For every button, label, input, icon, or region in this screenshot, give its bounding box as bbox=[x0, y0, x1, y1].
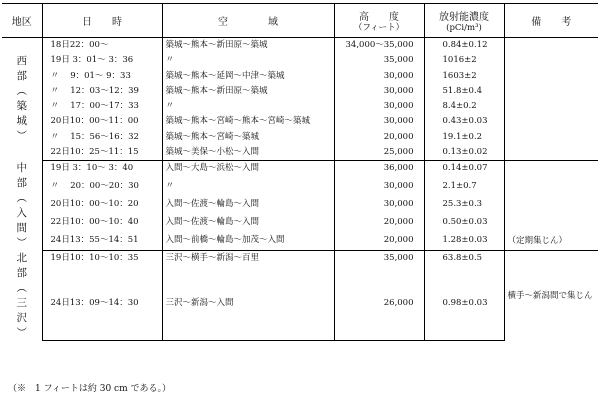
header-airspace: 空 域 bbox=[162, 4, 334, 38]
airspace-cell: 〃 bbox=[162, 179, 334, 197]
header-concentration-label: 放射能濃度 bbox=[439, 12, 489, 23]
table-row bbox=[2, 69, 598, 84]
table-body bbox=[2, 38, 598, 341]
datetime-cell: 18日22：00〜 bbox=[42, 38, 162, 54]
altitude-cell: 26,000 bbox=[334, 296, 424, 341]
airspace-cell: 入間〜佐渡〜輪島〜入間 bbox=[162, 197, 334, 215]
table-row bbox=[2, 215, 598, 233]
altitude-cell: 30,000 bbox=[334, 69, 424, 84]
datetime-cell: 22日10：00〜10：40 bbox=[42, 215, 162, 233]
airspace-cell: 三沢〜新潟〜入間 bbox=[162, 296, 334, 341]
remarks-cell bbox=[504, 161, 598, 179]
remarks-cell bbox=[504, 99, 598, 114]
altitude-cell: 34,000〜35,000 bbox=[334, 38, 424, 54]
altitude-cell: 30,000 bbox=[334, 99, 424, 114]
remarks-cell bbox=[504, 145, 598, 161]
remarks-cell bbox=[504, 215, 598, 233]
altitude-cell: 30,000 bbox=[334, 197, 424, 215]
region-cell bbox=[2, 38, 42, 161]
datetime-cell: 〃 9：01〜 9：33 bbox=[42, 69, 162, 84]
remarks-cell bbox=[504, 197, 598, 215]
airspace-cell: 〃 bbox=[162, 53, 334, 68]
datetime-cell: 〃 12：03〜12：39 bbox=[42, 84, 162, 99]
datetime-cell: 20日10：00〜11：00 bbox=[42, 114, 162, 129]
region-label: 西 部 ︵ 築 城 ︶ bbox=[16, 55, 27, 143]
region-cell bbox=[2, 251, 42, 341]
airspace-cell: 入間〜佐渡〜輪島〜入間 bbox=[162, 215, 334, 233]
altitude-cell: 20,000 bbox=[334, 233, 424, 251]
concentration-cell: 1.28±0.03 bbox=[424, 233, 504, 251]
altitude-cell: 36,000 bbox=[334, 161, 424, 179]
region-label: 北 部 ︵ 三 沢 ︶ bbox=[16, 251, 27, 339]
concentration-cell: 0.98±0.03 bbox=[424, 296, 504, 341]
altitude-cell: 20,000 bbox=[334, 130, 424, 145]
datetime-cell: 19日 3：10〜 3：40 bbox=[42, 161, 162, 179]
table-row bbox=[2, 145, 598, 161]
data-table bbox=[2, 3, 598, 341]
concentration-cell: 0.84±0.12 bbox=[424, 38, 504, 54]
remarks-cell bbox=[504, 130, 598, 145]
altitude-cell: 35,000 bbox=[334, 251, 424, 296]
concentration-cell: 1016±2 bbox=[424, 53, 504, 68]
airspace-cell: 築城〜熊本〜新田原〜築城 bbox=[162, 84, 334, 99]
header-altitude bbox=[334, 4, 424, 38]
datetime-cell: 24日13：09〜14：30 bbox=[42, 296, 162, 341]
header-concentration bbox=[424, 4, 504, 38]
airspace-cell: 築城〜熊本〜宮崎〜築城 bbox=[162, 130, 334, 145]
table-row bbox=[2, 84, 598, 99]
remarks-cell bbox=[504, 114, 598, 129]
airspace-cell: 築城〜熊本〜延岡〜中津〜築城 bbox=[162, 69, 334, 84]
table-row bbox=[2, 53, 598, 68]
altitude-cell: 30,000 bbox=[334, 179, 424, 197]
airspace-cell: 三沢〜横手〜新潟〜百里 bbox=[162, 251, 334, 296]
airspace-cell: 入間〜前橋〜輪島〜加茂〜入間 bbox=[162, 233, 334, 251]
concentration-cell: 25.3±0.3 bbox=[424, 197, 504, 215]
table-row bbox=[2, 161, 598, 179]
concentration-cell: 19.1±0.2 bbox=[424, 130, 504, 145]
concentration-cell: 2.1±0.7 bbox=[424, 179, 504, 197]
table-row bbox=[2, 99, 598, 114]
header-region: 地区 bbox=[2, 4, 42, 38]
remarks-cell: （定期集じん） bbox=[504, 233, 598, 251]
concentration-cell: 51.8±0.4 bbox=[424, 84, 504, 99]
footnote: （※ 1 フィートは約 30 cm である。） bbox=[8, 384, 171, 394]
header-remarks: 備 考 bbox=[504, 4, 598, 38]
remarks-cell: 横手〜新潟間で集じん bbox=[504, 251, 598, 341]
airspace-cell: 築城〜熊本〜新田原〜築城 bbox=[162, 38, 334, 54]
header-concentration-unit: (pCi/m³) bbox=[446, 23, 482, 33]
header-altitude-unit: （フィート） bbox=[353, 23, 405, 33]
airspace-cell: 築城〜美保〜小松〜入間 bbox=[162, 145, 334, 161]
concentration-cell: 0.50±0.03 bbox=[424, 215, 504, 233]
header-altitude-label: 高 度 bbox=[359, 12, 399, 23]
concentration-cell: 0.14±0.07 bbox=[424, 161, 504, 179]
table-row bbox=[2, 179, 598, 197]
concentration-cell: 0.13±0.02 bbox=[424, 145, 504, 161]
region-label: 中 部 ︵ 入 間 ︶ bbox=[16, 161, 27, 249]
remarks-cell bbox=[504, 69, 598, 84]
header-datetime: 日 時 bbox=[42, 4, 162, 38]
altitude-cell: 30,000 bbox=[334, 114, 424, 129]
datetime-cell: 〃 15：56〜16：32 bbox=[42, 130, 162, 145]
airspace-cell: 入間〜大島〜浜松〜入間 bbox=[162, 161, 334, 179]
concentration-cell: 8.4±0.2 bbox=[424, 99, 504, 114]
concentration-cell: 63.8±0.5 bbox=[424, 251, 504, 296]
table-row bbox=[2, 130, 598, 145]
airspace-cell: 〃 bbox=[162, 99, 334, 114]
table-row bbox=[2, 114, 598, 129]
remarks-cell bbox=[504, 38, 598, 54]
header-row bbox=[2, 4, 598, 38]
remarks-cell bbox=[504, 53, 598, 68]
airspace-cell: 築城〜熊本〜宮崎〜熊本〜宮崎〜築城 bbox=[162, 114, 334, 129]
concentration-cell: 0.43±0.03 bbox=[424, 114, 504, 129]
remarks-cell bbox=[504, 84, 598, 99]
table-row bbox=[2, 251, 598, 296]
datetime-cell: 19日10：10〜10：35 bbox=[42, 251, 162, 296]
altitude-cell: 25,000 bbox=[334, 145, 424, 161]
datetime-cell: 20日10：00〜10：20 bbox=[42, 197, 162, 215]
table-row bbox=[2, 197, 598, 215]
datetime-cell: 24日13：55〜14：51 bbox=[42, 233, 162, 251]
altitude-cell: 35,000 bbox=[334, 53, 424, 68]
datetime-cell: 22日10：25〜11：15 bbox=[42, 145, 162, 161]
datetime-cell: 〃 20：00〜20：30 bbox=[42, 179, 162, 197]
table-row bbox=[2, 233, 598, 251]
table-row bbox=[2, 38, 598, 54]
remarks-cell bbox=[504, 179, 598, 197]
datetime-cell: 19日 3：01〜 3：36 bbox=[42, 53, 162, 68]
concentration-cell: 1603±2 bbox=[424, 69, 504, 84]
altitude-cell: 30,000 bbox=[334, 84, 424, 99]
region-cell bbox=[2, 161, 42, 251]
altitude-cell: 20,000 bbox=[334, 215, 424, 233]
datetime-cell: 〃 17：00〜17：33 bbox=[42, 99, 162, 114]
